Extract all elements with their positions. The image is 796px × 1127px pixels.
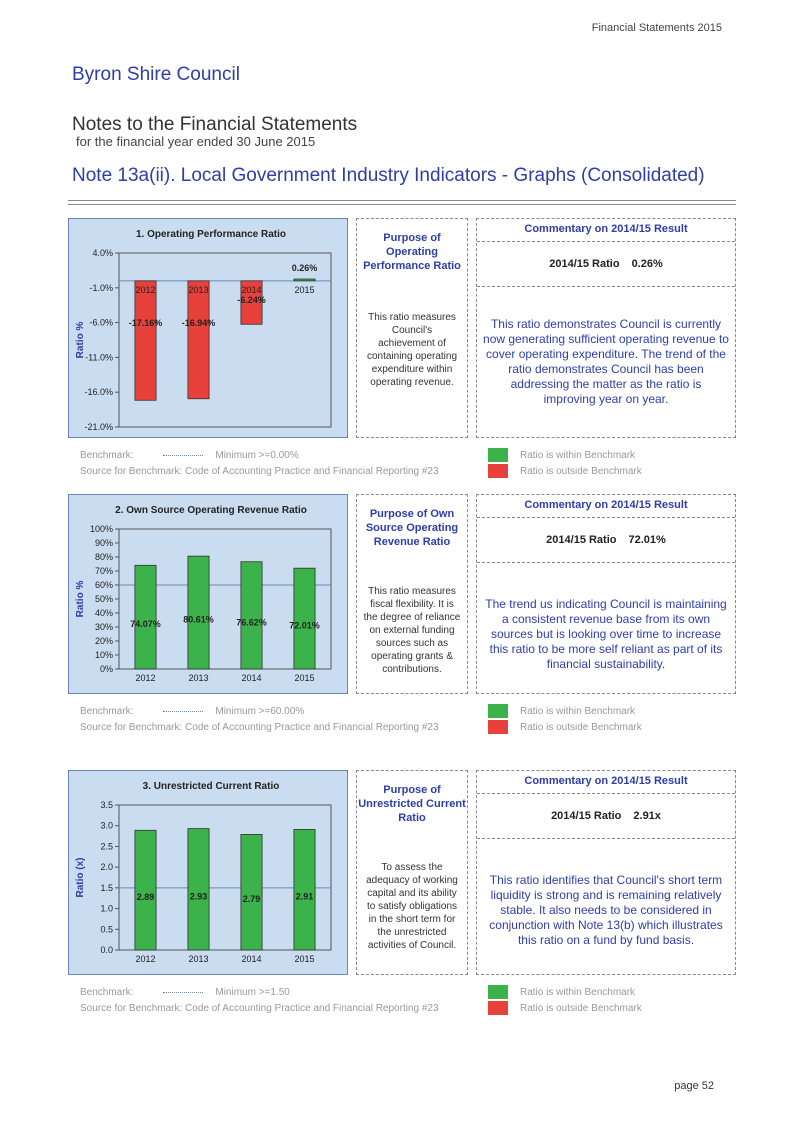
data-label: -6.24%	[237, 294, 266, 305]
benchmark-line-sample	[163, 455, 203, 456]
outside-benchmark-swatch	[488, 1001, 508, 1015]
result-ratio	[477, 518, 735, 563]
y-tick-label: -11.0%	[85, 352, 113, 363]
bar-2012	[135, 565, 156, 669]
y-tick-label: 40%	[94, 608, 113, 618]
y-tick-label: -1.0%	[89, 282, 113, 293]
y-tick-label: 10%	[94, 650, 113, 660]
result-ratio-value: 2.91x	[633, 810, 661, 822]
purpose-text: This ratio measures Council's achievement of containing operating expenditure within operating revenue.	[366, 312, 458, 388]
chart-panel	[68, 218, 348, 438]
result-ratio-value: 0.26%	[631, 258, 663, 270]
bar-2015	[294, 568, 315, 669]
y-tick-label: 3.0	[100, 820, 113, 831]
y-axis-label: Ratio %	[75, 321, 86, 359]
x-tick-label: 2012	[135, 673, 156, 683]
y-tick-label: 1.0	[100, 903, 113, 914]
bar-2015	[294, 279, 315, 281]
bar-2012	[135, 830, 156, 950]
commentary-box	[476, 218, 736, 438]
y-tick-label: 0.0	[100, 945, 113, 955]
x-tick-label: 2013	[188, 673, 209, 683]
y-tick-label: 2.0	[100, 862, 113, 873]
x-tick-label: 2015	[294, 284, 315, 295]
x-tick-label: 2013	[188, 954, 209, 964]
benchmark-legend	[80, 706, 304, 717]
outside-benchmark-swatch	[488, 720, 508, 734]
data-label: 2.93	[189, 891, 208, 902]
y-tick-label: 30%	[94, 622, 113, 632]
purpose-text: This ratio measures fiscal flexibility. It is the degree of reliance on external funding sources such as operating grants & contributions.	[363, 586, 461, 675]
within-benchmark-swatch	[488, 448, 508, 462]
x-tick-label: 2014	[241, 284, 262, 295]
bar-2013	[188, 829, 209, 950]
commentary-text: This ratio identifies that Council's short term liquidity is strong and is remaining relatively stable. It also needs to be considered in conjunction with Note 13(b) which illustrates this ratio on a fund by fund basis.	[489, 873, 723, 947]
chart-title: 3. Unrestricted Current Ratio	[142, 781, 280, 792]
within-benchmark-swatch	[488, 704, 508, 718]
benchmark-label: Benchmark:	[80, 987, 134, 998]
x-tick-label: 2015	[294, 673, 315, 683]
indicator-section-unrestricted-current	[68, 770, 736, 1032]
bar-2012	[135, 281, 156, 400]
data-label: 80.61%	[183, 614, 214, 625]
purpose-title: Purpose of Operating Performance Ratio	[363, 232, 461, 272]
y-tick-label: 1.5	[100, 882, 113, 893]
benchmark-source: Source for Benchmark: Code of Accounting Practice and Financial Reporting #23	[80, 466, 439, 477]
outside-benchmark-swatch	[488, 464, 508, 478]
outside-benchmark-label: Ratio is outside Benchmark	[520, 466, 642, 477]
commentary-box	[476, 494, 736, 694]
y-tick-label: 90%	[94, 538, 113, 548]
bar-2013	[188, 556, 209, 669]
data-label: 2.79	[242, 894, 261, 905]
data-label: 2.89	[136, 892, 155, 903]
within-benchmark-swatch	[488, 985, 508, 999]
y-tick-label: -16.0%	[84, 387, 113, 398]
result-ratio-value: 72.01%	[628, 534, 666, 546]
benchmark-line-sample	[163, 992, 203, 993]
bar-2013	[188, 281, 209, 399]
outside-benchmark-label: Ratio is outside Benchmark	[520, 1003, 642, 1014]
result-ratio-label: 2014/15 Ratio	[549, 258, 620, 270]
chart-title: 2. Own Source Operating Revenue Ratio	[115, 505, 307, 516]
y-tick-label: 4.0%	[92, 248, 113, 258]
y-tick-label: 0.5	[100, 924, 113, 935]
note-title: Note 13a(ii). Local Government Industry Indicators - Graphs (Consolidated)	[72, 165, 705, 186]
within-benchmark-label: Ratio is within Benchmark	[520, 706, 636, 717]
y-tick-label: 0%	[99, 664, 113, 674]
within-benchmark-label: Ratio is within Benchmark	[520, 450, 636, 461]
benchmark-line-sample	[163, 711, 203, 712]
benchmark-source: Source for Benchmark: Code of Accounting Practice and Financial Reporting #23	[80, 1003, 439, 1014]
result-ratio-label: 2014/15 Ratio	[551, 810, 622, 822]
x-tick-label: 2015	[294, 954, 315, 964]
data-label: 0.26%	[291, 263, 318, 274]
commentary-box	[476, 770, 736, 975]
bar-chart	[69, 219, 347, 437]
purpose-box	[356, 494, 468, 694]
data-label: 2.91	[295, 891, 314, 902]
commentary-title: Commentary on 2014/15 Result	[477, 219, 735, 242]
x-tick-label: 2013	[188, 284, 209, 295]
chart-title: 1. Operating Performance Ratio	[135, 229, 287, 240]
purpose-box	[356, 218, 468, 438]
page-number: page 52	[674, 1080, 714, 1092]
benchmark-minimum: Minimum >=0.00%	[215, 450, 299, 461]
data-label: 76.62%	[236, 617, 267, 628]
benchmark-legend	[80, 987, 290, 998]
y-tick-label: -6.0%	[89, 317, 113, 328]
purpose-title: Purpose of Own Source Operating Revenue Ratio	[365, 508, 459, 548]
bar-2014	[241, 834, 262, 950]
result-ratio	[477, 794, 735, 839]
purpose-box	[356, 770, 468, 975]
purpose-title: Purpose of Unrestricted Current Ratio	[358, 784, 466, 824]
commentary-title: Commentary on 2014/15 Result	[477, 771, 735, 794]
council-name: Byron Shire Council	[72, 64, 240, 85]
bar-chart	[69, 771, 347, 974]
result-ratio-label: 2014/15 Ratio	[546, 534, 617, 546]
data-label: -16.94%	[181, 318, 216, 329]
bar-chart	[69, 495, 347, 693]
indicator-section-operating-performance	[68, 218, 736, 480]
y-tick-label: 100%	[89, 524, 113, 534]
chart-panel	[68, 770, 348, 975]
notes-subtitle: for the financial year ended 30 June 2015	[76, 134, 316, 149]
y-tick-label: 50%	[94, 594, 113, 604]
commentary-title: Commentary on 2014/15 Result	[477, 495, 735, 518]
chart-panel	[68, 494, 348, 694]
data-label: 74.07%	[130, 619, 161, 630]
y-tick-label: 70%	[94, 566, 113, 576]
y-axis-label: Ratio (x)	[75, 857, 86, 898]
bar-2015	[294, 829, 315, 950]
benchmark-legend	[80, 450, 299, 461]
result-ratio	[477, 242, 735, 287]
x-tick-label: 2012	[135, 284, 156, 295]
notes-title: Notes to the Financial Statements	[72, 114, 358, 135]
x-tick-label: 2012	[135, 954, 156, 964]
benchmark-source: Source for Benchmark: Code of Accounting Practice and Financial Reporting #23	[80, 722, 439, 733]
document-header-title: Financial Statements 2015	[591, 22, 722, 34]
y-tick-label: 60%	[94, 580, 113, 590]
y-axis-label: Ratio %	[75, 580, 86, 618]
outside-benchmark-label: Ratio is outside Benchmark	[520, 722, 642, 733]
y-tick-label: 2.5	[100, 841, 113, 852]
indicator-section-own-source-revenue	[68, 494, 736, 756]
commentary-text: The trend us indicating Council is maintaining a consistent revenue base from its own sources but is looking over time to increase this ratio to be more self reliant as part of its financial sustainability.	[485, 597, 727, 671]
y-tick-label: 80%	[94, 552, 113, 562]
y-tick-label: 3.5	[100, 800, 113, 810]
commentary-text: This ratio demonstrates Council is currently now generating sufficient operating revenue to cover operating expenditure. The trend of the ratio demonstrates Council has been addressing the matter as the ratio is improving year on year.	[483, 317, 729, 406]
benchmark-minimum: Minimum >=60.00%	[215, 706, 305, 717]
data-label: 72.01%	[289, 620, 320, 631]
x-tick-label: 2014	[241, 954, 262, 964]
data-label: -17.16%	[128, 318, 163, 329]
title-divider	[68, 200, 736, 205]
benchmark-label: Benchmark:	[80, 450, 134, 461]
benchmark-minimum: Minimum >=1.50	[215, 987, 290, 998]
benchmark-label: Benchmark:	[80, 706, 134, 717]
purpose-text: To assess the adequacy of working capital and its ability to satisfy obligations in the short term for the unrestricted activities of Council.	[366, 862, 458, 951]
y-tick-label: -21.0%	[84, 422, 113, 432]
bar-2014	[241, 562, 262, 669]
x-tick-label: 2014	[241, 673, 262, 683]
y-tick-label: 20%	[94, 636, 113, 646]
within-benchmark-label: Ratio is within Benchmark	[520, 987, 636, 998]
